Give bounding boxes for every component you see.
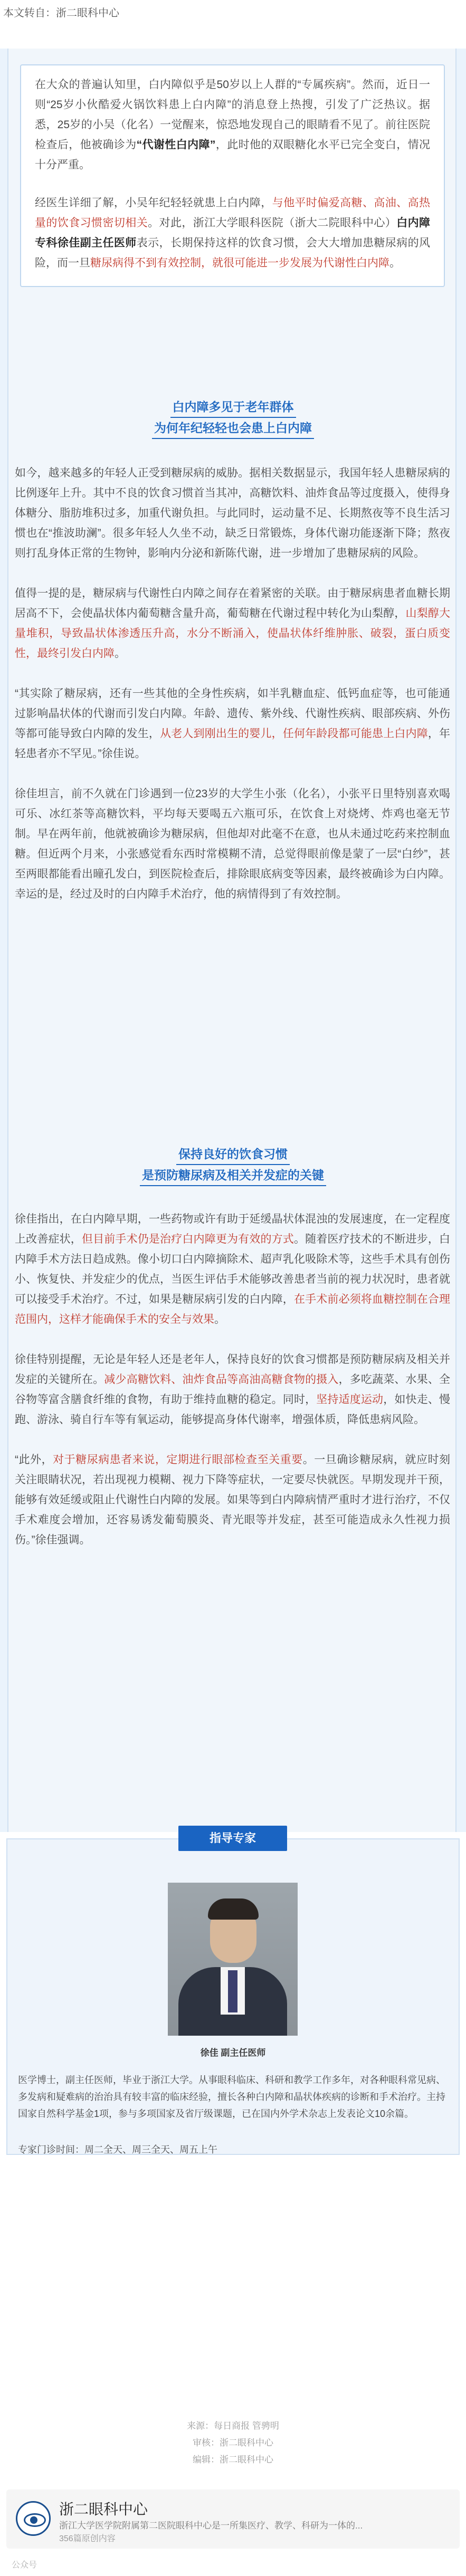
section2-title bbox=[8, 1144, 458, 1186]
section1-title bbox=[8, 397, 458, 439]
section1-paragraph-2: 值得一提的是，糖尿病与代谢性白内障之间存在着紧密的关联。由于糖尿病患者血糖长期居高不下，会使晶状体内葡萄糖含量升高，葡萄糖在代谢过程中转化为山梨醇，山梨醇大量堆积，导致晶状体渗透压升高，水分不断涌入，使晶状体纤维肿胀、破裂，蛋白质变性，最终引发白内障。 bbox=[15, 587, 451, 660]
credit-reviewer: 审核：浙二眼科中心 bbox=[193, 2438, 273, 2448]
section2-title-line1: 保持良好的饮食习惯 bbox=[176, 1144, 290, 1165]
section1-paragraph-4: 徐佳坦言，前不久就在门诊遇到一位23岁的大学生小张（化名），小张平日里特别喜欢喝可乐、冰红茶等高糖饮料，平均每天要喝五六瓶可乐，在饮食上对烧烤、炸鸡也毫无节制。早在两年前，他就被确诊为糖尿病，但他却对此毫不在意，也从未通过吃药来控制血糖。但近两个月来，小张感觉看东西时常模糊不清，总觉得眼前像是蒙了一层“白纱”，甚至两眼都能看出曈孔发白，到医院检查后，排除眼底病变等因素，最终被确诊为白内障。幸运的是，经过及时的白内障手术治疗，他的病情得到了有效控制。 bbox=[15, 788, 450, 900]
repost-line: 本文转自：浙二眼科中心 bbox=[3, 7, 119, 19]
credit-editor: 编辑：浙二眼科中心 bbox=[193, 2455, 273, 2465]
section2-paragraph-1: 徐佳指出，在白内障早期，一些药物或许有助于延缓晶状体混浊的发展速度，在一定程度上改善症状，但目前手术仍是治疗白内障更为有效的方式。随着医疗技术的不断进步，白内障手术方法日趋成熟。像小切口白内障摘除术、超声乳化吸除术等，这些手术具有创伤小、恢复快、并发症少的优点，当医生评估手术能够改善患者当前的视力状况时，患者就可以接受手术治疗。不过，如果是糖尿病引发的白内障，在手术前必须将血糖控制在合理范围内，这样才能确保手术的安全与效果。 bbox=[15, 1213, 451, 1325]
account-name: 浙二眼科中心 bbox=[59, 2501, 148, 2517]
credit-source: 来源：每日商报 管骋明 bbox=[187, 2421, 279, 2431]
article-frame bbox=[7, 49, 457, 1832]
intro-paragraph-1: 在大众的普遍认知里，白内障似乎是50岁以上人群的“专属疾病”。然而，近日一则“25岁小伙酷爱火锅饮料患上白内障”的消息登上热搜，引发了广泛热议。据悉，25岁的小吴（化名）一觉醒来，惊恐地发现自己的眼睛看不见了。前往医院检查后，他被确诊为“代谢性白内障”，此时他的双眼糖化水平已完全变白，情况十分严重。 bbox=[35, 79, 431, 171]
section2-paragraph-2: 徐佳特别提醒，无论是年轻人还是老年人，保持良好的饮食习惯都是预防糖尿病及相关并发症的关键所在。减少高糖饮料、油炸食品等高油高糖食物的摄入，多吃蔬菜、水果、全谷物等富含膳食纤维的食物，有助于维持血糖的稳定。同时，坚持适度运动，如快走、慢跑、游泳、骑自行车等有氧运动，能够提高身体代谢率，增强体质，降低患病风险。 bbox=[15, 1353, 451, 1426]
section1-title-line1: 白内障多见于老年群体 bbox=[170, 397, 296, 418]
account-article-count: 356篇原创内容 bbox=[59, 2534, 116, 2543]
footer-label: 公众号 bbox=[12, 2561, 37, 2570]
account-logo-icon bbox=[16, 2501, 51, 2536]
section1-paragraph-3: “其实除了糖尿病，还有一些其他的全身性疾病，如半乳糖血症、低钙血症等，也可能通过影响晶状体的代谢而引发白内障。年龄、遗传、紫外线、代谢性疾病、眼部疾病、外伤等都可能导致白内障的发生，从老人到刚出生的婴儿，任何年龄段都可能患上白内障，年轻患者亦不罕见。”徐佳说。 bbox=[15, 688, 451, 760]
section1-body bbox=[15, 463, 450, 924]
account-card[interactable] bbox=[6, 2489, 460, 2549]
expert-clinic-hours: 专家门诊时间：周二全天、周三全天、周五上午 bbox=[18, 2144, 217, 2155]
expert-badge: 指导专家 bbox=[178, 1826, 287, 1851]
credits bbox=[0, 2418, 466, 2468]
expert-bio: 医学博士，副主任医师，毕业于浙江大学。从事眼科临床、科研和教学工作多年，对各种眼科常见病、多发病和疑难病的治治具有较丰富的临床经验，擅长各种白内障和晶状体疾病的诊断和手术治疗。主持国家自然科学基金1项，参与多项国家及省厅级课题，已在国内外学术杂志上发表论文10余篇。 bbox=[18, 2075, 445, 2119]
intro-paragraph-2: 经医生详细了解，小吴年纪轻轻就患上白内障，与他平时偏爱高糖、高油、高热量的饮食习惯密切相关。对此，浙江大学眼科医院（浙大二院眼科中心）白内障专科徐佳副主任医师表示，长期保持这样的饮食习惯，会大大增加患糖尿病的风险，而一旦糖尿病得不到有效控制，就很可能进一步发展为代谢性白内障。 bbox=[35, 197, 431, 269]
expert-name: 徐佳 副主任医师 bbox=[200, 2048, 266, 2058]
section2-body bbox=[15, 1209, 450, 1570]
section1-paragraph-1: 如今，越来越多的年轻人正受到糖尿病的威胁。据相关数据显示，我国年轻人患糖尿病的比例逐年上升。其中不良的饮食习惯首当其冲，高糖饮料、油炸食品等过度摄入，使得身体糖分、脂肪堆积过多，加重代谢负担。与此同时，运动量不足、长期熬夜等不良生活习惯也在“推波助澜”。很多年轻人久坐不动，缺乏日常锻炼，身体代谢功能逐渐下降；熬夜则打乱身体正常的生物钟，影响内分泌和新陈代谢，进一步增加了患糖尿病的风险。 bbox=[15, 467, 450, 559]
account-description: 浙江大学医学院附属第二医院眼科中心是一所集医疗、教学、科研为一体的... bbox=[59, 2521, 363, 2531]
section2-title-line2: 是预防糖尿病及相关并发症的关键 bbox=[140, 1165, 326, 1186]
article-body bbox=[0, 49, 466, 1832]
section2-paragraph-3: “此外，对于糖尿病患者来说，定期进行眼部检查至关重要。一旦确诊糖尿病，就应时刻关注眼睛状况，若出现视力模糊、视力下降等症状，一定要尽快就医。早期发现并干预，能够有效延缓或阻止代谢性白内障的发展。如果等到白内障病情严重时才进行治疗，不仅手术难度会增加，还容易诱发葡萄膜炎、青光眼等并发症，甚至可能造成永久性视力损伤。”徐佳强调。 bbox=[15, 1454, 451, 1546]
intro-box bbox=[20, 64, 445, 287]
section1-title-line2: 为何年纪轻轻也会患上白内障 bbox=[152, 418, 314, 439]
expert-photo bbox=[168, 1883, 298, 2036]
